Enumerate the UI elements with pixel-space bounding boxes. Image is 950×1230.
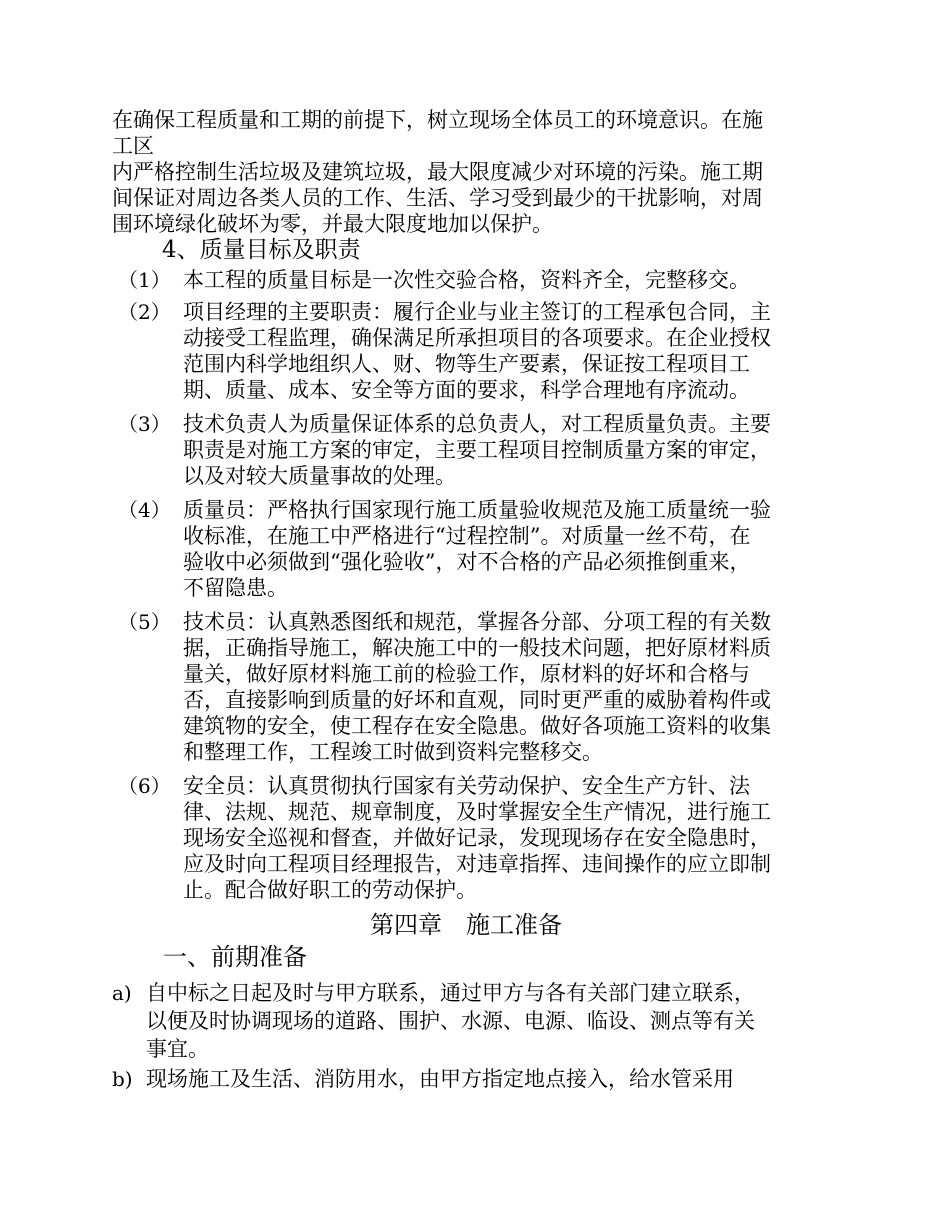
item-line: 据，正确指导施工，解决施工中的一般技术问题，把好原材料质 xyxy=(183,636,771,660)
item-line: 验收中必须做到“强化验收”，对不合格的产品必须推倒重来， xyxy=(183,550,751,574)
intro-line: 围环境绿化破坏为零，并最大限度地加以保护。 xyxy=(112,212,553,236)
item-line: 律、法规、规范、规章制度，及时掌握安全生产情况，进行施工 xyxy=(183,800,771,824)
intro-line: 内严格控制生活垃圾及建筑垃圾，最大限度减少对环境的污染。施工期 xyxy=(112,160,763,184)
item-line: 现场施工及生活、消防用水，由甲方指定地点接入，给水管采用 xyxy=(146,1067,734,1091)
item-line: 建筑物的安全，使工程存在安全隐患。做好各项施工资料的收集 xyxy=(183,714,771,738)
item-line: 量关，做好原材料施工前的检验工作，原材料的好坏和合格与 xyxy=(183,662,750,686)
item-line: 和整理工作，工程竣工时做到资料完整移交。 xyxy=(183,740,603,764)
item-line: 以及对较大质量事故的处理。 xyxy=(183,464,456,488)
item-line: 质量员：严格执行国家现行施工质量验收规范及施工质量统一验 xyxy=(183,498,771,522)
item-line: 项目经理的主要职责：履行企业与业主签订的工程承包合同，主 xyxy=(183,300,771,324)
item-line: 自中标之日起及时与甲方联系，通过甲方与各有关部门建立联系， xyxy=(146,981,755,1005)
item-line: 止。配合做好职工的劳动保护。 xyxy=(183,878,477,902)
item-line: 职责是对施工方案的审定，主要工程项目控制质量方案的审定， xyxy=(183,438,771,462)
item-line: 应及时向工程项目经理报告，对违章指挥、违间操作的应立即制 xyxy=(183,852,771,876)
intro-line: 工区 xyxy=(112,134,154,158)
item-line: 安全员：认真贯彻执行国家有关劳动保护、安全生产方针、法 xyxy=(183,774,750,798)
item-number: （3） xyxy=(118,412,171,436)
item-line: 范围内科学地组织人、财、物等生产要素，保证按工程项目工 xyxy=(183,352,750,376)
item-line: 不留隐患。 xyxy=(183,576,288,600)
intro-line: 间保证对周边各类人员的工作、生活、学习受到最少的干扰影响，对周 xyxy=(112,186,763,210)
section-heading: 4、质量目标及职责 xyxy=(162,237,361,263)
item-line: 现场安全巡视和督查，并做好记录，发现现场存在安全隐患时， xyxy=(183,826,771,850)
item-line: 否，直接影响到质量的好坏和直观，同时更严重的威胁着构件或 xyxy=(183,688,771,712)
item-line: 以便及时协调现场的道路、围护、水源、电源、临设、测点等有关 xyxy=(146,1009,755,1033)
item-number: （4） xyxy=(118,498,171,522)
item-line: 收标准，在施工中严格进行“过程控制”。对质量一丝不苟，在 xyxy=(183,524,751,548)
chapter-subtitle: 一、前期准备 xyxy=(163,943,307,971)
item-line: 动接受工程监理，确保满足所承担项目的各项要求。在企业授权 xyxy=(183,326,771,350)
item-number: （1） xyxy=(118,268,171,292)
intro-line: 在确保工程质量和工期的前提下，树立现场全体员工的环境意识。在施 xyxy=(112,108,763,132)
item-line: 期、质量、成本、安全等方面的要求，科学合理地有序流动。 xyxy=(183,378,750,402)
item-number: （6） xyxy=(118,774,171,798)
item-line: 技术员：认真熟悉图纸和规范，掌握各分部、分项工程的有关数 xyxy=(183,610,771,634)
item-label: b) xyxy=(112,1067,133,1091)
chapter-title: 第四章 施工准备 xyxy=(370,911,562,939)
item-line: 本工程的质量目标是一次性交验合格，资料齐全，完整移交。 xyxy=(183,268,750,292)
item-label: a) xyxy=(112,981,132,1005)
item-number: （2） xyxy=(118,300,171,324)
item-line: 事宜。 xyxy=(146,1037,209,1061)
item-line: 技术负责人为质量保证体系的总负责人，对工程质量负责。主要 xyxy=(183,412,771,436)
item-number: （5） xyxy=(118,610,171,634)
